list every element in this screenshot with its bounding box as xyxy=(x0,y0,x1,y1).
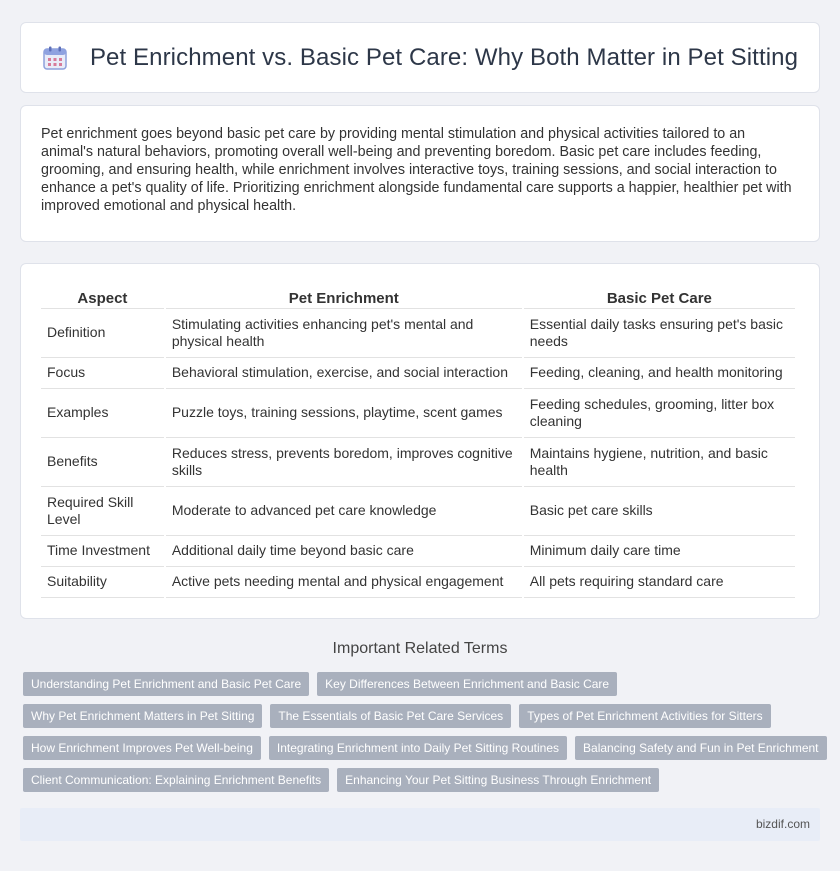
site-name[interactable]: bizdif.com xyxy=(755,817,810,831)
table-cell: Minimum daily care time xyxy=(524,536,795,567)
table-cell: Stimulating activities enhancing pet's mental and physical health xyxy=(166,309,522,358)
tag-row xyxy=(23,704,823,728)
related-term-tag[interactable]: How Enrichment Improves Pet Well-being xyxy=(23,736,261,760)
tag-row xyxy=(23,768,823,792)
table-cell: Definition xyxy=(41,309,164,358)
table-cell: All pets requiring standard care xyxy=(524,567,795,598)
table-cell: Time Investment xyxy=(41,536,164,567)
header-aspect: Aspect xyxy=(41,284,164,309)
table-cell: Feeding schedules, grooming, litter box cleaning xyxy=(524,389,795,438)
related-term-tag[interactable]: Key Differences Between Enrichment and Basic Care xyxy=(317,672,617,696)
related-term-tag[interactable]: Client Communication: Explaining Enrichment Benefits xyxy=(23,768,329,792)
table-cell: Suitability xyxy=(41,567,164,598)
calendar-icon xyxy=(42,45,68,71)
intro-card xyxy=(20,105,820,242)
related-term-tag[interactable]: The Essentials of Basic Pet Care Services xyxy=(270,704,511,728)
tag-row xyxy=(23,672,823,696)
footer xyxy=(20,808,820,841)
table-cell: Feeding, cleaning, and health monitoring xyxy=(524,358,795,389)
table-cell: Maintains hygiene, nutrition, and basic health xyxy=(524,438,795,487)
related-term-tag[interactable]: Integrating Enrichment into Daily Pet Sitting Routines xyxy=(269,736,567,760)
table-cell: Moderate to advanced pet care knowledge xyxy=(166,487,522,536)
table-row xyxy=(41,309,795,358)
table-row xyxy=(41,487,795,536)
related-term-tag[interactable]: Understanding Pet Enrichment and Basic Pet Care xyxy=(23,672,309,696)
comparison-table xyxy=(39,284,797,598)
title-card xyxy=(20,22,820,93)
related-term-tag[interactable]: Balancing Safety and Fun in Pet Enrichment xyxy=(575,736,826,760)
related-term-tag[interactable]: Why Pet Enrichment Matters in Pet Sitting xyxy=(23,704,262,728)
header-pet-enrichment: Pet Enrichment xyxy=(166,284,522,309)
table-header-row xyxy=(41,284,795,309)
table-cell: Required Skill Level xyxy=(41,487,164,536)
table-row xyxy=(41,438,795,487)
table-row xyxy=(41,358,795,389)
table-cell: Basic pet care skills xyxy=(524,487,795,536)
table-cell: Active pets needing mental and physical engagement xyxy=(166,567,522,598)
page-title: Pet Enrichment vs. Basic Pet Care: Why Both Matter in Pet Sitting xyxy=(89,43,799,71)
intro-text: Pet enrichment goes beyond basic pet care by providing mental stimulation and physical activities tailored to an animal's natural behaviors, promoting overall well-being and preventing boredom. Basic pet care includes feeding, grooming, and ensuring health, while enrichment involves interactive toys, training sessions, and social interaction to enhance a pet's quality of life. Prioritizing enrichment alongside fundamental care supports a happier, healthier pet with improved emotional and physical health. xyxy=(41,126,792,214)
table-row xyxy=(41,389,795,438)
table-cell: Examples xyxy=(41,389,164,438)
table-cell: Focus xyxy=(41,358,164,389)
table-cell: Behavioral stimulation, exercise, and social interaction xyxy=(166,358,522,389)
table-cell: Benefits xyxy=(41,438,164,487)
table-cell: Reduces stress, prevents boredom, improves cognitive skills xyxy=(166,438,522,487)
table-cell: Additional daily time beyond basic care xyxy=(166,536,522,567)
table-cell: Puzzle toys, training sessions, playtime, scent games xyxy=(166,389,522,438)
table-cell: Essential daily tasks ensuring pet's basic needs xyxy=(524,309,795,358)
table-row xyxy=(41,536,795,567)
related-term-tag[interactable]: Types of Pet Enrichment Activities for Sitters xyxy=(519,704,770,728)
comparison-card xyxy=(20,263,820,619)
related-term-tag[interactable]: Enhancing Your Pet Sitting Business Through Enrichment xyxy=(337,768,659,792)
header-basic-pet-care: Basic Pet Care xyxy=(524,284,795,309)
table-row xyxy=(41,567,795,598)
related-terms-title: Important Related Terms xyxy=(332,640,508,657)
related-terms xyxy=(23,672,823,800)
tag-row xyxy=(23,736,823,760)
